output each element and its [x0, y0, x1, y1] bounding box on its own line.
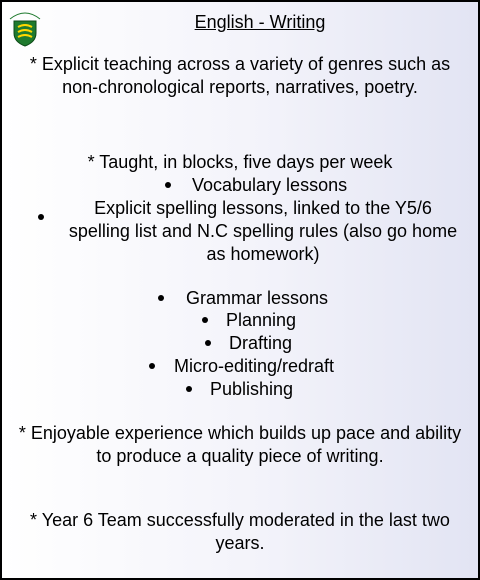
experience-paragraph: * Enjoyable experience which builds up pace and ability to produce a quality piece of writing. — [18, 423, 462, 466]
bullet-item: Grammar lessons — [186, 288, 329, 308]
bullet-item: Planning — [226, 310, 297, 330]
intro-paragraph: * Explicit teaching across a variety of genres such as non-chronological reports, narratives, poetry. — [29, 54, 451, 97]
bullet-dot — [38, 214, 44, 220]
page-title: English - Writing — [194, 12, 326, 32]
bullet-dot — [202, 317, 208, 323]
bullet-item: Vocabulary lessons — [192, 175, 348, 195]
bullet-dot — [205, 340, 211, 346]
moderation-paragraph: * Year 6 Team successfully moderated in the last two years. — [30, 510, 450, 553]
bullet-dot — [158, 295, 164, 301]
bullet-item: Drafting — [229, 333, 293, 353]
bullet-item: Micro-editing/redraft — [174, 356, 335, 376]
schedule-paragraph: * Taught, in blocks, five days per week — [87, 152, 393, 172]
bullet-dot — [165, 182, 171, 188]
bullet-dot — [186, 386, 192, 392]
bullet-item: Explicit spelling lessons, linked to the Y5/6 spelling list and N.C spelling rules (also go home as homework) — [68, 198, 458, 264]
bullet-item: Publishing — [210, 379, 294, 399]
bullet-dot — [149, 363, 155, 369]
